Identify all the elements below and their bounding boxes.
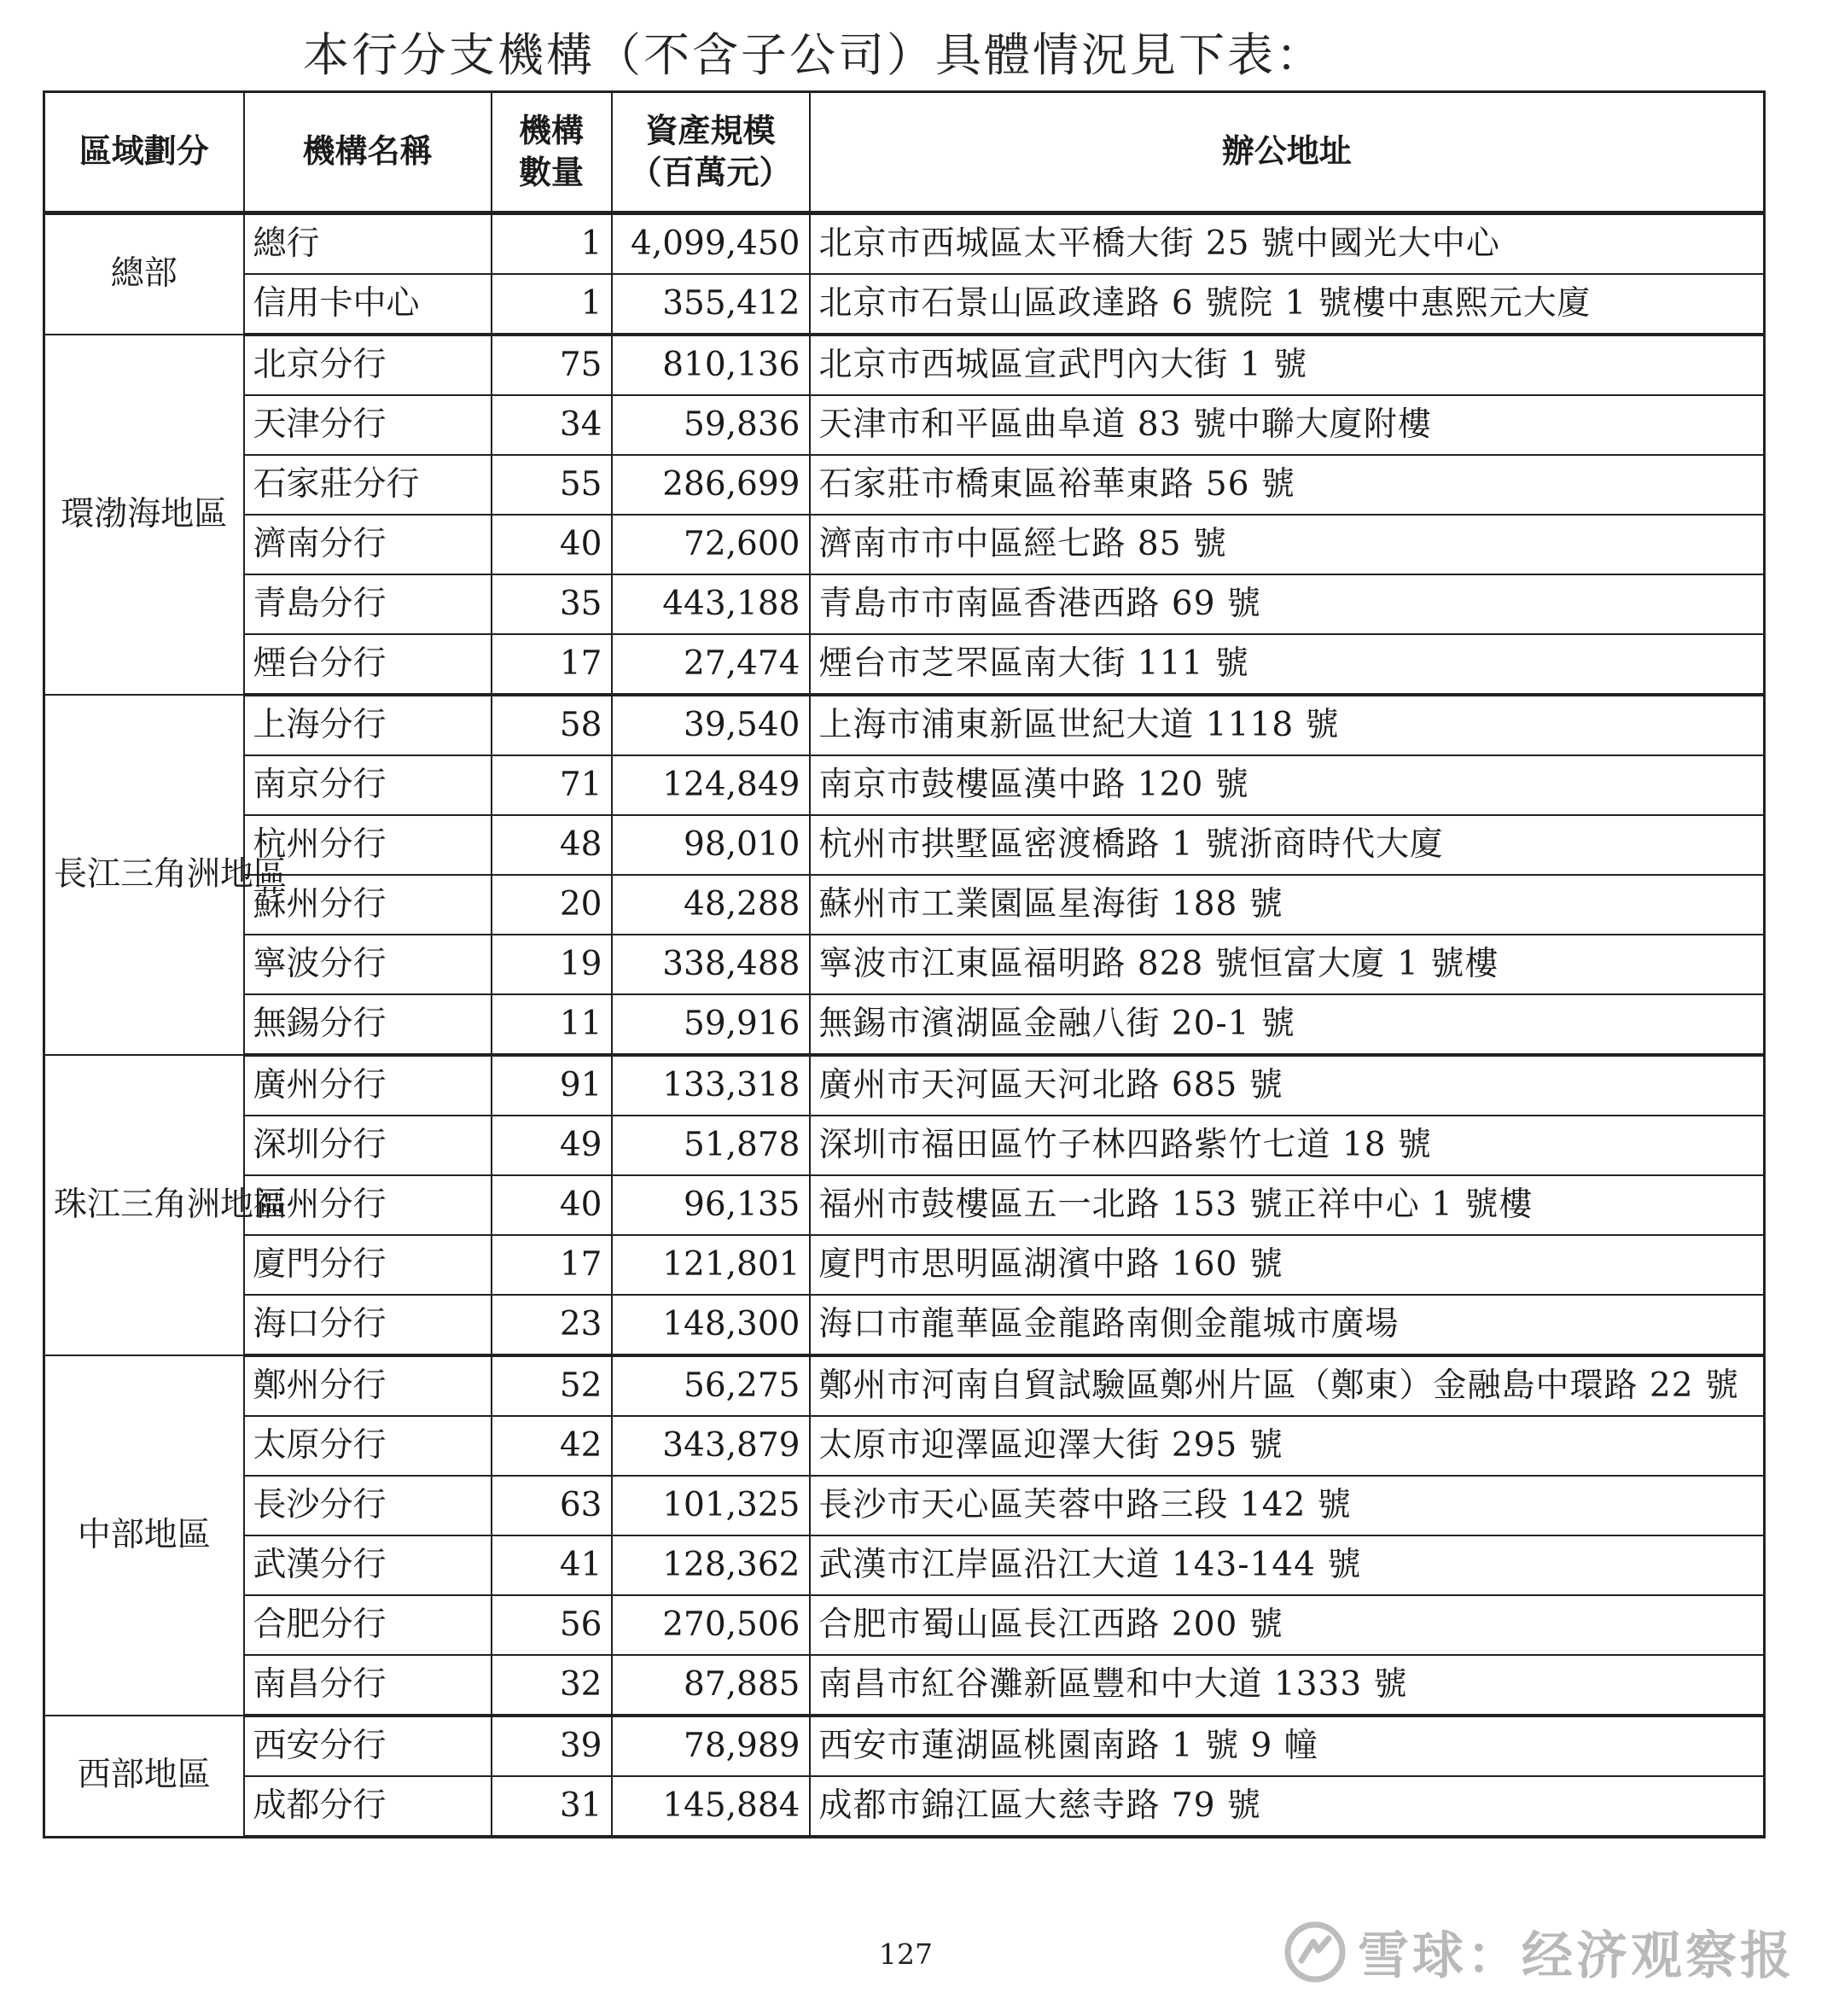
table-row	[44, 1476, 1765, 1535]
assets-cell: 145,884	[612, 1776, 810, 1837]
table-row	[44, 574, 1765, 634]
assets-cell: 338,488	[612, 935, 810, 994]
address-cell: 廣州市天河區天河北路 685 號	[810, 1055, 1765, 1116]
name-cell: 總行	[244, 213, 492, 275]
count-cell: 17	[492, 1235, 612, 1295]
count-cell: 19	[492, 935, 612, 994]
assets-cell: 27,474	[612, 634, 810, 695]
address-cell: 煙台市芝罘區南大街 111 號	[810, 634, 1765, 695]
assets-cell: 96,135	[612, 1175, 810, 1235]
address-cell: 青島市市南區香港西路 69 號	[810, 574, 1765, 634]
name-cell: 深圳分行	[244, 1116, 492, 1175]
address-cell: 南京市鼓樓區漢中路 120 號	[810, 755, 1765, 815]
count-cell: 63	[492, 1476, 612, 1535]
name-cell: 蘇州分行	[244, 875, 492, 935]
region-cell: 中部地區	[44, 1355, 244, 1716]
count-cell: 48	[492, 815, 612, 875]
table-body	[44, 213, 1765, 1838]
page-number: 127	[879, 1937, 933, 1971]
count-cell: 39	[492, 1716, 612, 1776]
address-cell: 太原市迎澤區迎澤大街 295 號	[810, 1416, 1765, 1476]
address-cell: 深圳市福田區竹子林四路紫竹七道 18 號	[810, 1116, 1765, 1175]
table-row	[44, 1716, 1765, 1776]
table-row	[44, 994, 1765, 1055]
assets-cell: 128,362	[612, 1535, 810, 1595]
name-cell: 寧波分行	[244, 935, 492, 994]
table-row	[44, 335, 1765, 395]
name-cell: 杭州分行	[244, 815, 492, 875]
count-cell: 49	[492, 1116, 612, 1175]
assets-cell: 59,916	[612, 994, 810, 1055]
address-cell: 西安市蓮湖區桃園南路 1 號 9 幢	[810, 1716, 1765, 1776]
assets-cell: 343,879	[612, 1416, 810, 1476]
table-row	[44, 634, 1765, 695]
count-cell: 71	[492, 755, 612, 815]
table-row	[44, 1416, 1765, 1476]
name-cell: 福州分行	[244, 1175, 492, 1235]
assets-cell: 124,849	[612, 755, 810, 815]
region-cell: 長江三角洲地區	[44, 695, 244, 1055]
count-cell: 42	[492, 1416, 612, 1476]
watermark-text: 雪球：经济观察报	[1358, 1926, 1795, 1986]
assets-cell: 443,188	[612, 574, 810, 634]
assets-cell: 355,412	[612, 274, 810, 335]
count-cell: 11	[492, 994, 612, 1055]
table-row	[44, 1116, 1765, 1175]
assets-cell: 72,600	[612, 515, 810, 574]
table-row	[44, 695, 1765, 755]
count-cell: 40	[492, 1175, 612, 1235]
count-cell: 75	[492, 335, 612, 395]
assets-cell: 51,878	[612, 1116, 810, 1175]
table-row	[44, 274, 1765, 335]
assets-cell: 87,885	[612, 1655, 810, 1716]
header-assets-line2: （百萬元）	[629, 154, 792, 191]
assets-cell: 56,275	[612, 1355, 810, 1416]
region-cell: 環渤海地區	[44, 335, 244, 695]
address-cell: 無錫市濱湖區金融八街 20-1 號	[810, 994, 1765, 1055]
assets-cell: 4,099,450	[612, 213, 810, 275]
table-row	[44, 213, 1765, 275]
name-cell: 煙台分行	[244, 634, 492, 695]
assets-cell: 133,318	[612, 1055, 810, 1116]
assets-cell: 148,300	[612, 1295, 810, 1355]
name-cell: 濟南分行	[244, 515, 492, 574]
name-cell: 成都分行	[244, 1776, 492, 1837]
header-count-line1: 機構	[518, 111, 584, 149]
address-cell: 武漢市江岸區沿江大道 143-144 號	[810, 1535, 1765, 1595]
address-cell: 北京市西城區太平橋大街 25 號中國光大中心	[810, 213, 1765, 275]
watermark	[1284, 1915, 1795, 1989]
table-row	[44, 455, 1765, 515]
address-cell: 鄭州市河南自貿試驗區鄭州片區（鄭東）金融島中環路 22 號	[810, 1355, 1765, 1416]
table-row	[44, 1776, 1765, 1837]
address-cell: 廈門市思明區湖濱中路 160 號	[810, 1235, 1765, 1295]
name-cell: 廣州分行	[244, 1055, 492, 1116]
table-row	[44, 815, 1765, 875]
count-cell: 55	[492, 455, 612, 515]
count-cell: 52	[492, 1355, 612, 1416]
name-cell: 無錫分行	[244, 994, 492, 1055]
name-cell: 石家莊分行	[244, 455, 492, 515]
address-cell: 天津市和平區曲阜道 83 號中聯大廈附樓	[810, 395, 1765, 455]
page-title: 本行分支機構（不含子公司）具體情況見下表：	[303, 28, 1324, 82]
table-row	[44, 935, 1765, 994]
table-row	[44, 1655, 1765, 1716]
header-count-line2: 數量	[518, 154, 584, 191]
name-cell: 南昌分行	[244, 1655, 492, 1716]
assets-cell: 98,010	[612, 815, 810, 875]
assets-cell: 270,506	[612, 1595, 810, 1655]
count-cell: 23	[492, 1295, 612, 1355]
table-row	[44, 755, 1765, 815]
count-cell: 20	[492, 875, 612, 935]
assets-cell: 48,288	[612, 875, 810, 935]
address-cell: 上海市浦東新區世紀大道 1118 號	[810, 695, 1765, 755]
name-cell: 鄭州分行	[244, 1355, 492, 1416]
address-cell: 杭州市拱墅區密渡橋路 1 號浙商時代大廈	[810, 815, 1765, 875]
header-assets	[612, 92, 810, 213]
count-cell: 91	[492, 1055, 612, 1116]
count-cell: 32	[492, 1655, 612, 1716]
name-cell: 青島分行	[244, 574, 492, 634]
name-cell: 西安分行	[244, 1716, 492, 1776]
address-cell: 海口市龍華區金龍路南側金龍城市廣場	[810, 1295, 1765, 1355]
assets-cell: 39,540	[612, 695, 810, 755]
name-cell: 北京分行	[244, 335, 492, 395]
header-assets-line1: 資產規模	[645, 111, 776, 149]
table-header-row	[44, 92, 1765, 213]
name-cell: 廈門分行	[244, 1235, 492, 1295]
name-cell: 上海分行	[244, 695, 492, 755]
name-cell: 信用卡中心	[244, 274, 492, 335]
table-row	[44, 1595, 1765, 1655]
address-cell: 蘇州市工業園區星海街 188 號	[810, 875, 1765, 935]
address-cell: 南昌市紅谷灘新區豐和中大道 1333 號	[810, 1655, 1765, 1716]
address-cell: 寧波市江東區福明路 828 號恒富大廈 1 號樓	[810, 935, 1765, 994]
name-cell: 太原分行	[244, 1416, 492, 1476]
assets-cell: 286,699	[612, 455, 810, 515]
table-row	[44, 1175, 1765, 1235]
assets-cell: 101,325	[612, 1476, 810, 1535]
address-cell: 濟南市市中區經七路 85 號	[810, 515, 1765, 574]
count-cell: 35	[492, 574, 612, 634]
assets-cell: 810,136	[612, 335, 810, 395]
name-cell: 海口分行	[244, 1295, 492, 1355]
header-region: 區域劃分	[44, 92, 244, 213]
name-cell: 長沙分行	[244, 1476, 492, 1535]
region-cell: 總部	[44, 213, 244, 335]
table-row	[44, 1535, 1765, 1595]
assets-cell: 121,801	[612, 1235, 810, 1295]
name-cell: 天津分行	[244, 395, 492, 455]
region-cell: 珠江三角洲地區	[44, 1055, 244, 1355]
table-row	[44, 515, 1765, 574]
table-row	[44, 1235, 1765, 1295]
address-cell: 合肥市蜀山區長江西路 200 號	[810, 1595, 1765, 1655]
count-cell: 58	[492, 695, 612, 755]
name-cell: 武漢分行	[244, 1535, 492, 1595]
branch-table	[43, 90, 1766, 1838]
assets-cell: 78,989	[612, 1716, 810, 1776]
header-count	[492, 92, 612, 213]
count-cell: 1	[492, 274, 612, 335]
table-row	[44, 395, 1765, 455]
count-cell: 56	[492, 1595, 612, 1655]
table-row	[44, 1355, 1765, 1416]
address-cell: 成都市錦江區大慈寺路 79 號	[810, 1776, 1765, 1837]
table-row	[44, 1055, 1765, 1116]
count-cell: 17	[492, 634, 612, 695]
address-cell: 北京市西城區宣武門內大街 1 號	[810, 335, 1765, 395]
count-cell: 34	[492, 395, 612, 455]
name-cell: 南京分行	[244, 755, 492, 815]
count-cell: 1	[492, 213, 612, 275]
header-name: 機構名稱	[244, 92, 492, 213]
header-address: 辦公地址	[810, 92, 1765, 213]
address-cell: 北京市石景山區政達路 6 號院 1 號樓中惠熙元大廈	[810, 274, 1765, 335]
table-row	[44, 1295, 1765, 1355]
name-cell: 合肥分行	[244, 1595, 492, 1655]
address-cell: 福州市鼓樓區五一北路 153 號正祥中心 1 號樓	[810, 1175, 1765, 1235]
address-cell: 長沙市天心區芙蓉中路三段 142 號	[810, 1476, 1765, 1535]
address-cell: 石家莊市橋東區裕華東路 56 號	[810, 455, 1765, 515]
count-cell: 41	[492, 1535, 612, 1595]
assets-cell: 59,836	[612, 395, 810, 455]
table-row	[44, 875, 1765, 935]
snowball-logo-icon	[1284, 1921, 1346, 1983]
count-cell: 31	[492, 1776, 612, 1837]
region-cell: 西部地區	[44, 1716, 244, 1837]
count-cell: 40	[492, 515, 612, 574]
